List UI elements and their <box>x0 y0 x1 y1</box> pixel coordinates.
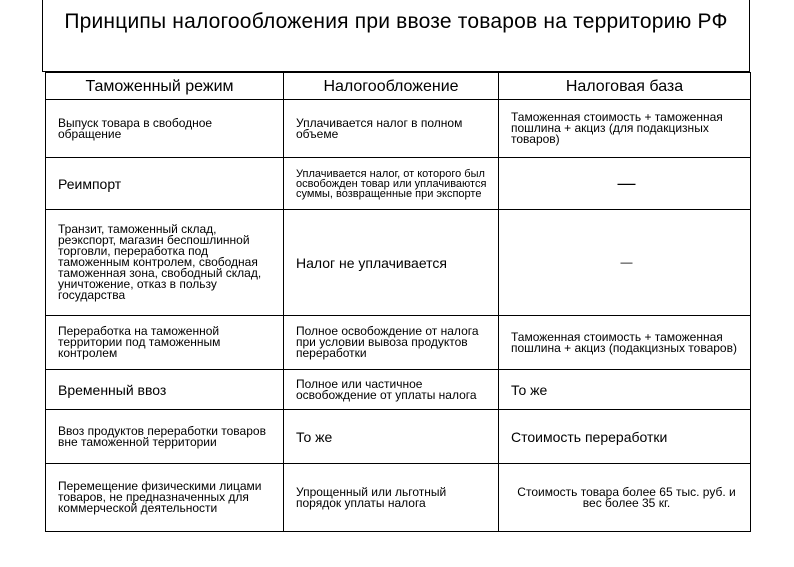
table-row <box>46 158 751 210</box>
header-row <box>46 73 751 100</box>
regime-cell: Транзит, таможенный склад, реэкспорт, магазин беспошлинной торговли, переработка под таможенным контролем, свободная таможенная зона, свободный склад, уничтожение, отказ в пользу государства <box>46 210 284 316</box>
table-row <box>46 100 751 158</box>
tax-cell: Полное освобождение от налога при условии вывоза продуктов переработки <box>284 316 499 370</box>
header-taxation: Налогообложение <box>284 73 499 100</box>
regime-cell: Реимпорт <box>46 158 284 210</box>
regime-cell: Переработка на таможенной территории под таможенным контролем <box>46 316 284 370</box>
base-cell: Таможенная стоимость + таможенная пошлина + акциз (для подакцизных товаров) <box>499 100 751 158</box>
table-row <box>46 464 751 532</box>
regime-cell: Ввоз продуктов переработки товаров вне таможенной территории <box>46 410 284 464</box>
tax-cell: Уплачивается налог, от которого был освобожден товар или уплачиваются суммы, возвращенные при экспорте <box>284 158 499 210</box>
regime-cell: Временный ввоз <box>46 370 284 410</box>
table-row <box>46 370 751 410</box>
regime-cell: Перемещение физическими лицами товаров, не предназначенных для коммерческой деятельности <box>46 464 284 532</box>
tax-cell: Полное или частичное освобождение от уплаты налога <box>284 370 499 410</box>
base-cell: Стоимость переработки <box>499 410 751 464</box>
header-regime: Таможенный режим <box>46 73 284 100</box>
tax-cell: Уплачивается налог в полном объеме <box>284 100 499 158</box>
base-cell: — <box>499 158 751 210</box>
page-title: Принципы налогообложения при ввозе товаров на территорию РФ <box>64 10 728 33</box>
tax-principles-table <box>45 72 751 532</box>
tax-cell: Упрощенный или льготный порядок уплаты налога <box>284 464 499 532</box>
base-cell: Стоимость товара более 65 тыс. руб. и вес более 35 кг. <box>499 464 751 532</box>
table-row <box>46 316 751 370</box>
title-box <box>42 0 750 72</box>
tax-cell: То же <box>284 410 499 464</box>
table-row <box>46 210 751 316</box>
table-row <box>46 410 751 464</box>
base-cell: — <box>499 210 751 316</box>
base-cell: То же <box>499 370 751 410</box>
tax-cell: Налог не уплачивается <box>284 210 499 316</box>
header-tax-base: Налоговая база <box>499 73 751 100</box>
regime-cell: Выпуск товара в свободное обращение <box>46 100 284 158</box>
base-cell: Таможенная стоимость + таможенная пошлина + акциз (подакцизных товаров) <box>499 316 751 370</box>
